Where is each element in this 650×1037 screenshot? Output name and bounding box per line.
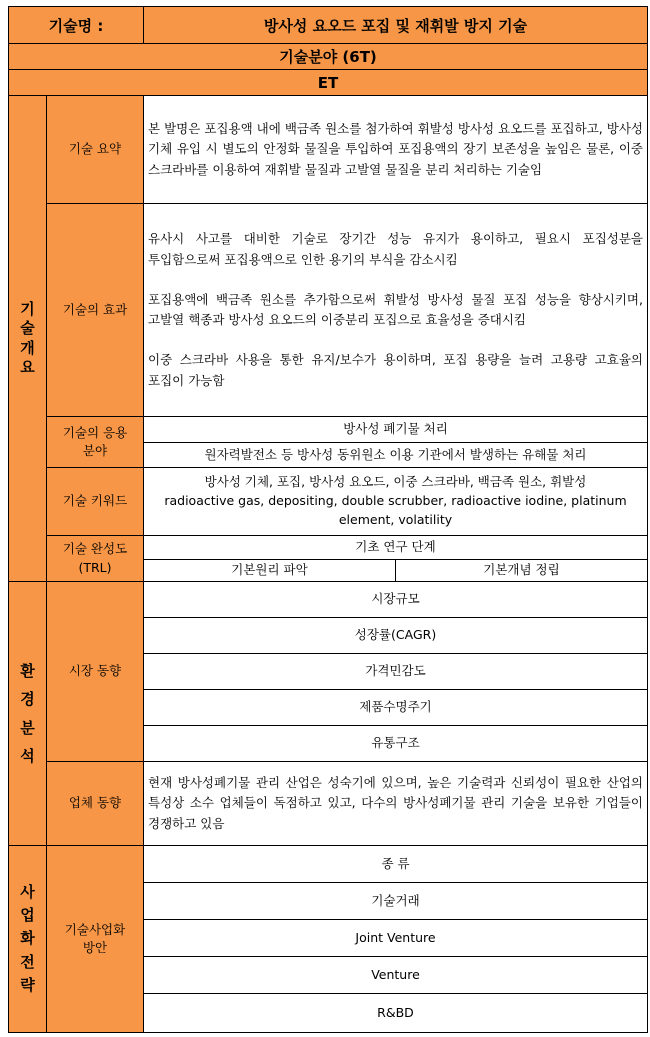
section-strategy	[8, 845, 47, 1033]
effect-paragraph: 포집용액에 백금족 원소를 추가함으로써 휘발성 방사성 물질 포집 성능을 향상시키며, 고발열 핵종과 방사성 요오드의 이중분리 포집으로 효율성을 증대시킴	[148, 291, 643, 327]
company-label: 업체 동향	[46, 761, 144, 846]
application-value: 방사성 폐기물 처리	[143, 416, 648, 443]
field-title: 기술분야 (6T)	[8, 43, 648, 70]
summary-label: 기술 요약	[46, 95, 144, 204]
effect-paragraph: 유사시 사고를 대비한 기술로 장기간 성능 유지가 용이하고, 필요시 포집성분을 투입함으로써 포집용액으로 인한 용기의 부식을 감소시킴	[148, 231, 643, 267]
keyword-english: radioactive gas, depositing, double scrubber, radioactive iodine, platinum element, volatility	[164, 493, 627, 527]
keyword-value	[143, 467, 648, 536]
effect-text	[143, 203, 648, 417]
application-value: 원자력발전소 등 방사성 동위원소 이용 기관에서 발생하는 유해물 처리	[143, 442, 648, 468]
plan-item: 기술거래	[143, 882, 648, 920]
application-label: 기술의 응용 분야	[46, 416, 144, 468]
effect-label: 기술의 효과	[46, 203, 144, 417]
field-value: ET	[8, 69, 648, 96]
effect-paragraph: 이중 스크라바 사용을 통한 유지/보수가 용이하며, 포집 용량을 늘려 고용량 고효율의 포집이 가능함	[148, 352, 643, 388]
plan-item: 종 류	[143, 845, 648, 883]
market-item: 유통구조	[143, 725, 648, 762]
trl-label: 기술 완성도 (TRL)	[46, 535, 144, 582]
section-overview-label: 기 술 개 요	[20, 299, 35, 376]
section-strategy-label: 사 업 화 전 략	[20, 882, 35, 994]
trl-item: 기본개념 정립	[395, 559, 648, 582]
tech-summary-table	[8, 6, 648, 1033]
company-text: 현재 방사성폐기물 관리 산업은 성숙기에 있으며, 높은 기술력과 신뢰성이 필요한 산업의 특성상 소수 업체들이 독점하고 있고, 다수의 방사성폐기물 관리 기술을 보유한 기업들이 경쟁하고 있음	[143, 761, 648, 846]
keyword-korean: 방사성 기체, 포집, 방사성 요오드, 이중 스크라바, 백금족 원소, 휘발성	[204, 474, 587, 490]
section-overview	[8, 95, 47, 582]
keyword-label: 기술 키워드	[46, 467, 144, 536]
title-value: 방사성 요오드 포집 및 재휘발 방지 기술	[143, 6, 648, 44]
plan-item: Joint Venture	[143, 919, 648, 957]
section-environment	[8, 581, 47, 846]
plan-item: R&BD	[143, 993, 648, 1033]
trl-item: 기본원리 파악	[143, 559, 396, 582]
market-item: 제품수명주기	[143, 689, 648, 726]
trl-stage: 기초 연구 단계	[143, 535, 648, 560]
title-label: 기술명 :	[8, 6, 144, 44]
section-environment-label: 환 경 분 석	[20, 661, 35, 765]
market-item: 가격민감도	[143, 653, 648, 690]
market-label: 시장 동향	[46, 581, 144, 762]
plan-label: 기술사업화 방안	[46, 845, 144, 1033]
market-item: 성장률(CAGR)	[143, 617, 648, 654]
market-item: 시장규모	[143, 581, 648, 618]
plan-item: Venture	[143, 956, 648, 994]
summary-text: 본 발명은 포집용액 내에 백금족 원소를 첨가하여 휘발성 방사성 요오드를 포집하고, 방사성 기체 유입 시 별도의 안정화 물질을 투입하여 포집용액의 장기 보존성을 높임은 물론, 이중 스크라바를 이용하여 재휘발 물질과 고발열 물질을 분리 처리하는 기술임	[143, 95, 648, 204]
